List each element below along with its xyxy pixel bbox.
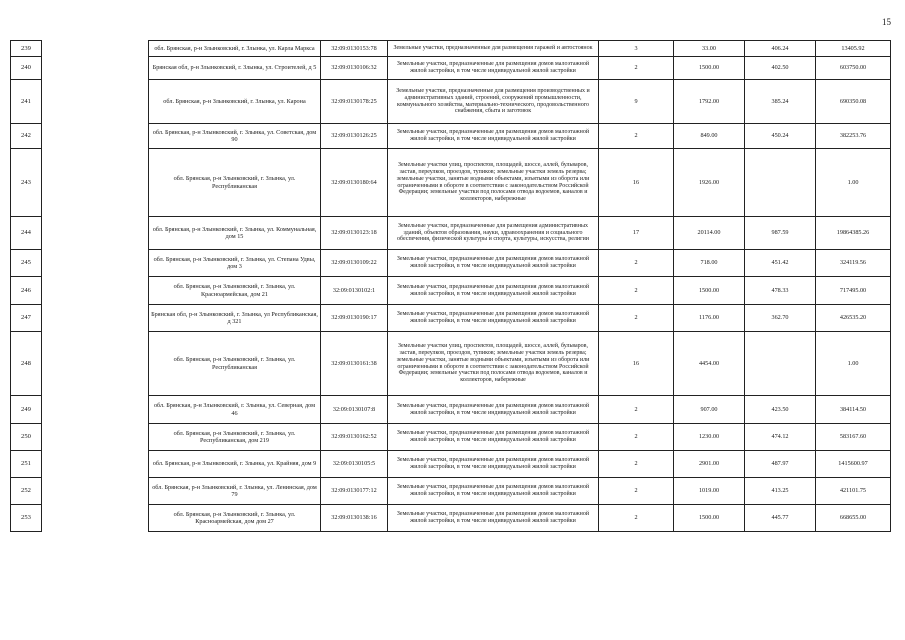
cadastral-cell: 32:09:0130126:25 [321,124,388,149]
row-number: 240 [11,57,42,80]
page-number: 15 [882,17,891,27]
table-row [11,250,891,277]
rate-cell: 987.59 [745,217,816,250]
value-cell: 421101.75 [816,478,891,505]
area-cell: 4454.00 [674,332,745,396]
cadastral-cell: 32:09:0130105:5 [321,451,388,478]
blank-column [42,424,149,451]
cadastral-cell: 32:09:0130107:8 [321,396,388,424]
group-cell: 2 [599,505,674,532]
rate-cell: 451.42 [745,250,816,277]
rate-cell: 423.50 [745,396,816,424]
table-row [11,277,891,305]
blank-column [42,41,149,57]
address-cell: обл. Брянская, р-н Злынковский, г. Злынка, ул. Ленинская, дом 79 [149,478,321,505]
table-row [11,124,891,149]
blank-column [42,124,149,149]
blank-column [42,396,149,424]
rate-cell: 362.70 [745,305,816,332]
row-number: 253 [11,505,42,532]
blank-column [42,80,149,124]
group-cell: 2 [599,396,674,424]
land-use-cell: Земельные участки, предназначенные для размещения домов малоэтажной жилой застройки, в том числе индивидуальной жилой застройки [388,57,599,80]
land-use-cell: Земельные участки, предназначенные для размещения домов малоэтажной жилой застройки, в том числе индивидуальной жилой застройки [388,305,599,332]
address-cell: Брянская обл, р-н Злынковский, г. Злынка, ул Республиканская, д 321 [149,305,321,332]
address-cell: обл. Брянская, р-н Злынковский, г. Злынка, ул. Северная, дом 46 [149,396,321,424]
cadastral-cell: 32:09:0130190:17 [321,305,388,332]
cadastral-cell: 32:09:0130180:64 [321,149,388,217]
blank-column [42,250,149,277]
group-cell: 2 [599,305,674,332]
value-cell: 1.00 [816,149,891,217]
blank-column [42,332,149,396]
value-cell: 19864385.26 [816,217,891,250]
value-cell: 324119.56 [816,250,891,277]
group-cell: 17 [599,217,674,250]
cadastral-cell: 32:09:0130162:52 [321,424,388,451]
address-cell: обл. Брянская, р-н Злынковский, г. Злынка, ул. Советская, дом 90 [149,124,321,149]
value-cell: 382253.76 [816,124,891,149]
group-cell: 2 [599,250,674,277]
address-cell: обл. Брянская, р-н Злынковский, г. Злынка, ул. Республиканская [149,149,321,217]
rate-cell [745,149,816,217]
address-cell: обл. Брянская, р-н Злынковский, г. Злынка, ул. Коммунальная, дом 15 [149,217,321,250]
blank-column [42,451,149,478]
area-cell: 1926.00 [674,149,745,217]
area-cell: 718.00 [674,250,745,277]
land-use-cell: Земельные участки, предназначенные для размещения домов малоэтажной жилой застройки, в том числе индивидуальной жилой застройки [388,424,599,451]
rate-cell: 385.24 [745,80,816,124]
land-use-cell: Земельные участки, предназначенные для размещения домов малоэтажной жилой застройки, в том числе индивидуальной жилой застройки [388,250,599,277]
land-use-cell: Земельные участки, предназначенные для размещения домов малоэтажной жилой застройки, в том числе индивидуальной жилой застройки [388,277,599,305]
table-row [11,149,891,217]
area-cell: 1792.00 [674,80,745,124]
rate-cell: 478.33 [745,277,816,305]
row-number: 244 [11,217,42,250]
row-number: 251 [11,451,42,478]
table-row [11,217,891,250]
land-use-cell: Земельные участки, предназначенные для размещения домов малоэтажной жилой застройки, в том числе индивидуальной жилой застройки [388,124,599,149]
group-cell: 2 [599,57,674,80]
group-cell: 2 [599,451,674,478]
table-row [11,57,891,80]
blank-column [42,305,149,332]
land-use-cell: Земельные участки, предназначенные для размещения производственных и административных зданий, строений, сооружений промышленности, коммунального хозяйства, материально-технического, продовольственного снабжения, сбыта и заготовок [388,80,599,124]
land-use-cell: Земельные участки, предназначенные для размещения домов малоэтажной жилой застройки, в том числе индивидуальной жилой застройки [388,451,599,478]
area-cell: 1176.00 [674,305,745,332]
table-row [11,332,891,396]
address-cell: обл. Брянская, р-н Злынковский, г. Злынка, ул. Карона [149,80,321,124]
value-cell: 384114.50 [816,396,891,424]
cadastral-cell: 32:09:0130106:32 [321,57,388,80]
value-cell: 13405.92 [816,41,891,57]
blank-column [42,478,149,505]
land-use-cell: Земельные участки, предназначенные для размещения гаражей и автостоянок [388,41,599,57]
row-number: 252 [11,478,42,505]
table-row [11,505,891,532]
address-cell: обл. Брянская, р-н Злынковский, г. Злынка, ул. Степана Удвы, дом 3 [149,250,321,277]
table-row [11,478,891,505]
address-cell: обл. Брянская, р-н Злынковский, г. Злынка, ул. Карла Маркса [149,41,321,57]
area-cell: 849.00 [674,124,745,149]
group-cell: 16 [599,149,674,217]
cadastral-cell: 32:09:0130177:12 [321,478,388,505]
table-row [11,305,891,332]
table-row [11,80,891,124]
land-use-cell: Земельные участки улиц, проспектов, площадей, шоссе, аллей, бульваров, застав, переулков, проездов, тупиков; земельные участки земель резерва; земельные участки, занятые водными объектами, изъятыми из оборота или ограниченными в обороте в соответствии с законодательством Российской Федерации; земельные участки под полосами отвода водоемов, каналов и коллекторов, набережные [388,332,599,396]
rate-cell: 474.12 [745,424,816,451]
area-cell: 2901.00 [674,451,745,478]
cadastral-cell: 32:09:0130178:25 [321,80,388,124]
blank-column [42,277,149,305]
value-cell: 1415600.97 [816,451,891,478]
rate-cell: 402.50 [745,57,816,80]
address-cell: обл. Брянская, р-н Злынковский, г. Злынка, ул. Республиканская, дом 219 [149,424,321,451]
row-number: 248 [11,332,42,396]
land-use-cell: Земельные участки улиц, проспектов, площадей, шоссе, аллей, бульваров, застав, переулков, проездов, тупиков; земельные участки земель резерва; земельные участки, занятые водными объектами, изъятыми из оборота или ограниченными в обороте в соответствии с законодательством Российской Федерации; земельные участки под полосами отвода водоемов, каналов и коллекторов, набережные [388,149,599,217]
row-number: 243 [11,149,42,217]
cadastral-cell: 32:09:0130109:22 [321,250,388,277]
land-use-cell: Земельные участки, предназначенные для размещения домов малоэтажной жилой застройки, в том числе индивидуальной жилой застройки [388,478,599,505]
land-use-cell: Земельные участки, предназначенные для размещения домов малоэтажной жилой застройки, в том числе индивидуальной жилой застройки [388,505,599,532]
rate-cell: 445.77 [745,505,816,532]
value-cell: 668655.00 [816,505,891,532]
blank-column [42,149,149,217]
area-cell: 20114.00 [674,217,745,250]
rate-cell: 450.24 [745,124,816,149]
table-row [11,451,891,478]
area-cell: 1500.00 [674,57,745,80]
value-cell: 603750.00 [816,57,891,80]
group-cell: 16 [599,332,674,396]
area-cell: 1500.00 [674,505,745,532]
value-cell: 690350.08 [816,80,891,124]
rate-cell [745,332,816,396]
value-cell: 717495.00 [816,277,891,305]
rate-cell: 406.24 [745,41,816,57]
cadastral-cell: 32:09:0130161:38 [321,332,388,396]
cadastral-cell: 32:09:0130123:18 [321,217,388,250]
area-cell: 907.00 [674,396,745,424]
value-cell: 583167.60 [816,424,891,451]
group-cell: 2 [599,424,674,451]
group-cell: 2 [599,478,674,505]
address-cell: обл. Брянская, р-н Злынковский, г. Злынка, ул. Республиканская [149,332,321,396]
row-number: 241 [11,80,42,124]
group-cell: 3 [599,41,674,57]
rate-cell: 487.97 [745,451,816,478]
table-row [11,424,891,451]
address-cell: обл. Брянская, р-н Злынковский, г. Злынка, ул. Крайняя, дом 9 [149,451,321,478]
cadastral-cell: 32:09:0130153:78 [321,41,388,57]
rate-cell: 413.25 [745,478,816,505]
row-number: 246 [11,277,42,305]
group-cell: 9 [599,80,674,124]
row-number: 239 [11,41,42,57]
value-cell: 426535.20 [816,305,891,332]
cadastral-cell: 32:09:0130138:16 [321,505,388,532]
area-cell: 1500.00 [674,277,745,305]
row-number: 242 [11,124,42,149]
address-cell: Брянская обл, р-н Злынковский, г. Злынка, ул. Строителей, д 5 [149,57,321,80]
table-row [11,41,891,57]
area-cell: 1230.00 [674,424,745,451]
row-number: 247 [11,305,42,332]
row-number: 249 [11,396,42,424]
land-registry-table [10,40,891,532]
address-cell: обл. Брянская, р-н Злынковский, г. Злынка, ул. Красноармейская, дом дом 27 [149,505,321,532]
land-use-cell: Земельные участки, предназначенные для размещения домов малоэтажной жилой застройки, в том числе индивидуальной жилой застройки [388,396,599,424]
blank-column [42,217,149,250]
address-cell: обл. Брянская, р-н Злынковский, г. Злынка, ул. Красноармейская, дом 21 [149,277,321,305]
blank-column [42,57,149,80]
row-number: 250 [11,424,42,451]
area-cell: 33.00 [674,41,745,57]
row-number: 245 [11,250,42,277]
cadastral-cell: 32:09:0130102:1 [321,277,388,305]
group-cell: 2 [599,277,674,305]
blank-column [42,505,149,532]
value-cell: 1.00 [816,332,891,396]
table-row [11,396,891,424]
group-cell: 2 [599,124,674,149]
area-cell: 1019.00 [674,478,745,505]
land-use-cell: Земельные участки, предназначенные для размещения административных зданий, объектов образования, науки, здравоохранения и социального обеспечения, физической культуры и спорта, культуры, искусства, религии [388,217,599,250]
